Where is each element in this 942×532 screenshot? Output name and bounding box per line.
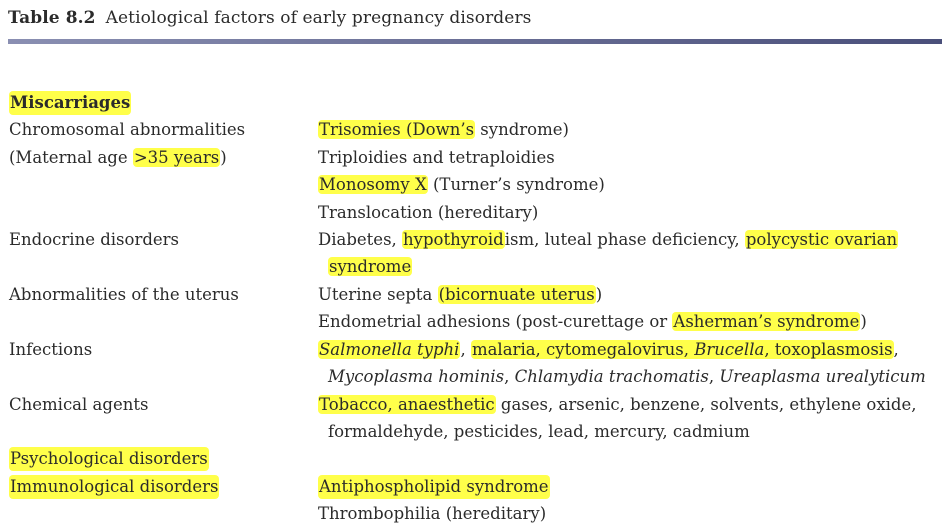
row-label: Infections: [9, 340, 93, 359]
table-row: [0, 502, 942, 529]
section-heading: Miscarriages: [9, 91, 131, 115]
text: Uterine septa: [318, 285, 438, 304]
row-value: [318, 310, 867, 334]
highlight: Salmonella typhi: [319, 340, 460, 359]
text: Mycoplasma hominis: [328, 367, 505, 386]
text: ,: [893, 340, 899, 359]
row-label: Immunological disorders: [9, 475, 219, 499]
text: Diabetes,: [318, 230, 403, 249]
table-row: [0, 255, 942, 282]
table-title: Aetiological factors of early pregnancy disorders: [105, 8, 532, 28]
table-row: [0, 447, 942, 474]
text: ,: [504, 367, 515, 386]
text: gases, arsenic, benzene, solvents, ethylene oxide,: [495, 395, 917, 414]
table-row: [0, 393, 942, 420]
row-value: [318, 118, 569, 142]
row-value: [318, 228, 898, 252]
row-value: Triploidies and tetraploidies: [318, 148, 555, 167]
table-row: [0, 420, 942, 447]
text: ,: [460, 340, 466, 359]
row-label: Abnormalities of the uterus: [9, 285, 239, 304]
table-row: [0, 365, 942, 392]
highlight: Monosomy X: [319, 175, 427, 194]
row-label: Chemical agents: [9, 395, 149, 414]
table-row: [0, 475, 942, 502]
row-label: Chromosomal abnormalities: [9, 120, 246, 139]
table-caption: [8, 8, 532, 28]
text: ism, luteal phase deficiency,: [504, 230, 745, 249]
row-value: [328, 255, 412, 279]
text: ): [220, 148, 227, 167]
highlight: >35 years: [133, 148, 220, 167]
highlight: Asherman’s syndrome: [673, 312, 860, 331]
row-value: Translocation (hereditary): [318, 203, 539, 222]
text: ): [595, 285, 603, 304]
table-row: [0, 338, 942, 365]
table-row: [0, 118, 942, 145]
text: Chlamydia trachomatis: [514, 367, 709, 386]
row-value: Thrombophilia (hereditary): [318, 504, 547, 523]
text: Endometrial adhesions (post-curettage or: [318, 312, 673, 331]
text: Ureaplasma urealyticum: [719, 367, 926, 386]
text: syndrome): [475, 120, 569, 139]
highlight: (bicornuate uterus: [438, 285, 595, 304]
text: (Turner’s syndrome): [427, 175, 605, 194]
table-row: [0, 228, 942, 255]
row-value: formaldehyde, pesticides, lead, mercury, cadmium: [328, 422, 750, 441]
table-row: [0, 310, 942, 337]
highlight: [471, 340, 894, 359]
row-value: [318, 283, 602, 307]
highlight: hypothyroid: [403, 230, 504, 249]
row-label: Psychological disorders: [9, 447, 209, 471]
text: ): [860, 312, 867, 331]
text: Brucella: [694, 340, 765, 359]
highlight: polycystic ovarian: [745, 230, 898, 249]
row-value: [318, 173, 605, 197]
table-row: [0, 283, 942, 310]
caption-rule: [8, 39, 942, 44]
text: , toxoplasmosis: [764, 340, 893, 359]
text: malaria, cytomegalovirus,: [471, 340, 695, 359]
highlight: Tobacco, anaesthetic: [319, 395, 495, 414]
row-label: [9, 146, 227, 170]
table-row: [0, 173, 942, 200]
row-label: Endocrine disorders: [9, 230, 180, 249]
row-value: Antiphospholipid syndrome: [318, 475, 550, 499]
text: (Maternal age: [9, 148, 133, 167]
text: ,: [708, 367, 720, 386]
table-label: Table 8.2: [8, 8, 96, 28]
table-row: [0, 146, 942, 173]
highlight: Trisomies (Down’s: [319, 120, 475, 139]
row-value: [318, 338, 899, 362]
row-value: [318, 393, 916, 417]
highlight: syndrome: [329, 257, 412, 276]
row-value: [328, 365, 926, 389]
table-row: [0, 201, 942, 228]
section-heading-row: [0, 91, 942, 118]
